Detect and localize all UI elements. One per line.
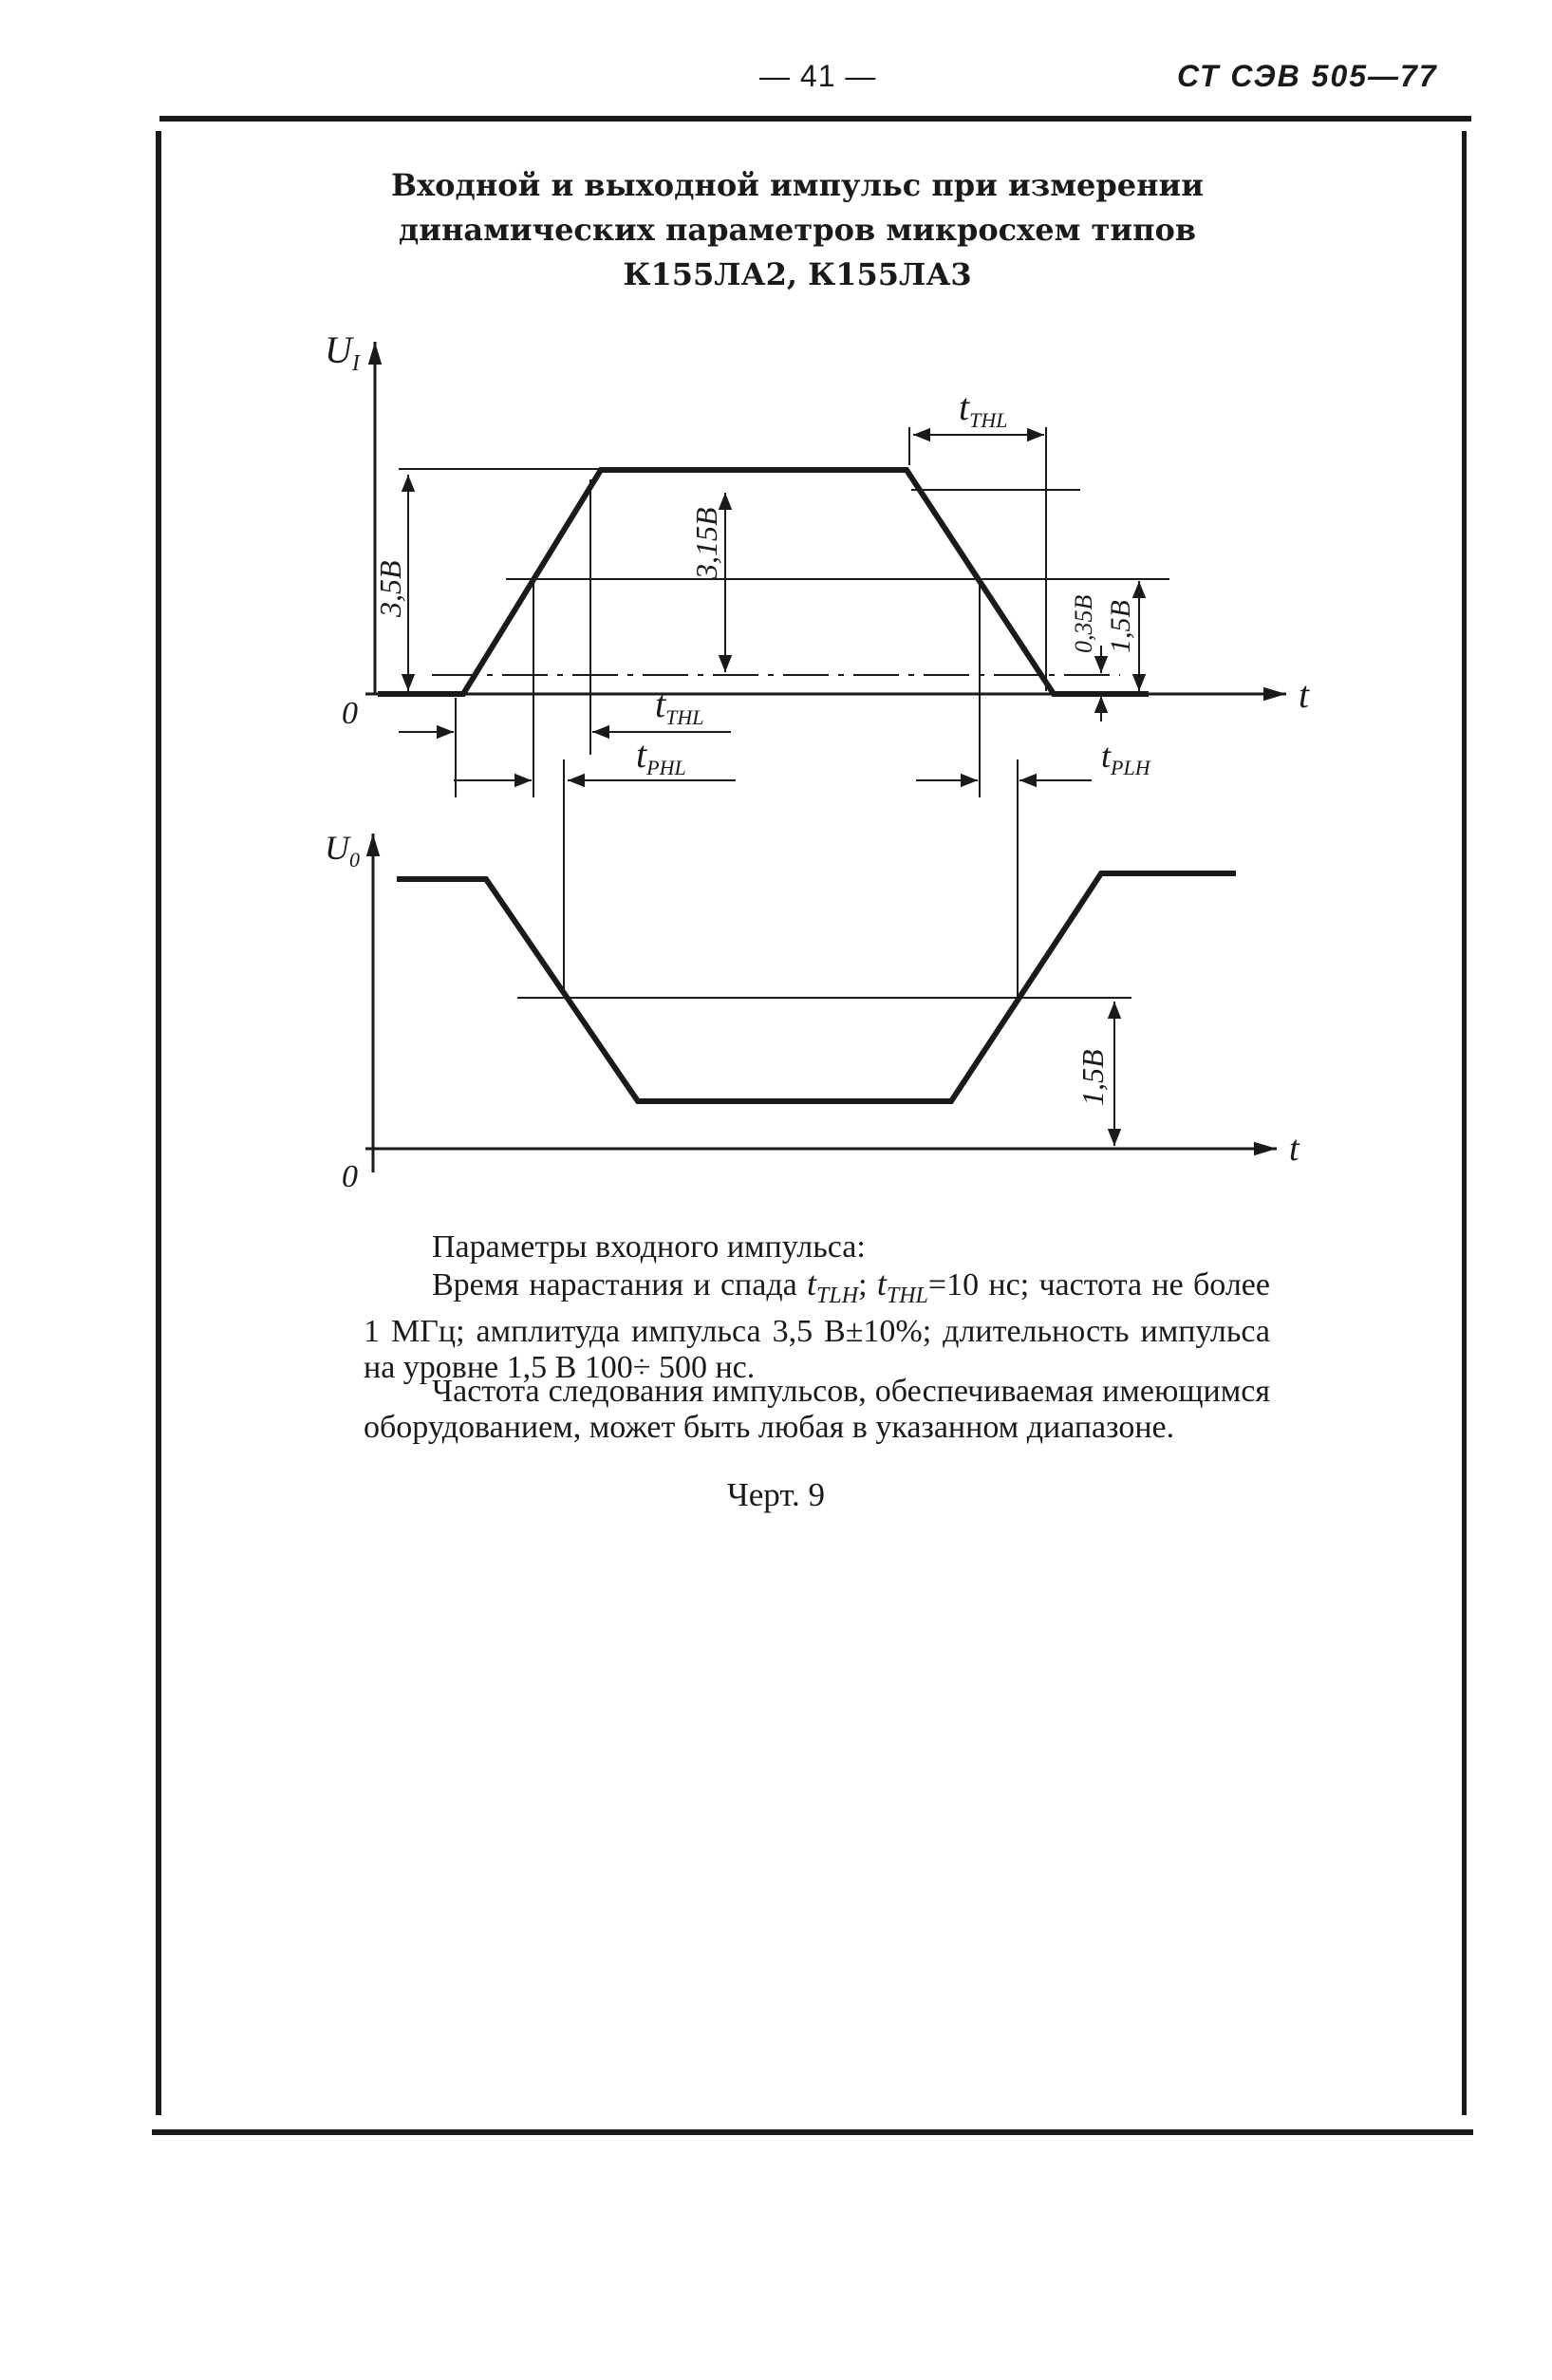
tthl-bottom-label: $t_{THL}$ (655, 683, 704, 729)
standard-code: СТ СЭВ 505—77 (1177, 59, 1438, 93)
label-315v: 3,15B (689, 507, 723, 579)
output-axis-label: $U_0$ (325, 829, 360, 871)
output-time-label: t (1289, 1129, 1300, 1169)
figure-caption: Черт. 9 (727, 1476, 825, 1513)
label-035v: 0,35B (1070, 594, 1097, 653)
frequency-paragraph: Частота следования импульсов, обеспечиваемая имеющимся оборудованием, может быть любая в указанном диапазоне. (364, 1374, 1270, 1445)
label-15v: 1,5B (1105, 600, 1136, 653)
tplh-label: $t_{PLH}$ (1101, 737, 1150, 779)
title-line-3: К155ЛА2, К155ЛА3 (623, 256, 972, 292)
title-line-1: Входной и выходной импульс при измерении (391, 167, 1204, 203)
t-thl: $t_{THL}$ (876, 1265, 928, 1309)
title-line-2: динамических параметров микросхем типов (398, 212, 1197, 248)
t-tlh: $t_{TLH}$ (807, 1265, 859, 1309)
label-15v-out: 1,5B (1075, 1049, 1110, 1106)
input-pulse (378, 470, 1149, 694)
input-time-label: t (1299, 673, 1310, 716)
param-heading: Параметры входного импульса: (432, 1229, 866, 1265)
param-paragraph: Время нарастания и спада $t_{TLH}$; $t_{THL}=10$ нс; частота не более 1 МГц; амплитуда импульса 3,5 В±10%; длительность импульса на уровне 1,5 В 100÷ 500 нс. (364, 1265, 1270, 1386)
output-pulse (397, 873, 1236, 1101)
tthl-top-label: $t_{THL}$ (959, 385, 1008, 432)
tphl-label: $t_{PHL}$ (636, 733, 686, 779)
page-number: — 41 — (759, 59, 877, 93)
label-35v: 3,5B (373, 560, 407, 617)
output-origin-label: 0 (342, 1159, 358, 1194)
bottom-rule (152, 2129, 1473, 2135)
param-p2-start: Время нарастания и спада (432, 1267, 808, 1302)
input-axis-label: $U_I$ (325, 328, 360, 376)
param-p2-rest: =10 нс; частота не более 1 МГц; амплитуда импульса 3,5 В±10%; длительность импульса на уровне 1,5 В 100÷ 500 нс. (364, 1267, 1270, 1386)
input-origin-label: 0 (342, 696, 358, 731)
